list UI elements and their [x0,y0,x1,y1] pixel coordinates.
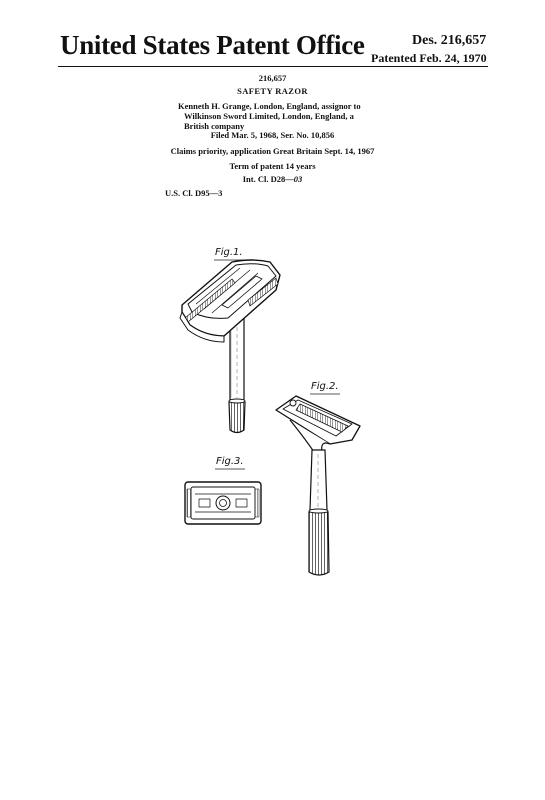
office-title: United States Patent Office [60,30,365,60]
patented-date: Patented Feb. 24, 1970 [371,51,487,65]
patent-number: 216,657 [258,73,287,83]
us-class: U.S. Cl. D95—3 [165,188,223,198]
priority-claim: Claims priority, application Great Britain Sept. 14, 1967 [170,146,375,156]
fig2-label: Fig.2. [311,381,339,392]
int-cl-prefix: Int. Cl. D28— [242,174,294,184]
fig3-head-top-view [185,482,261,524]
filed-line: Filed Mar. 5, 1968, Ser. No. 10,856 [210,130,335,140]
inventor-line: Wilkinson Sword Limited, London, England, a [184,111,354,121]
fig1-label: Fig.1. [215,247,243,258]
design-patent-number: Des. 216,657 [412,33,487,48]
inventor-line: Kenneth H. Grange, London, England, assignor to [178,101,361,111]
int-cl-suffix: 03 [293,174,303,184]
fig2-razor-drawing [276,396,360,575]
fig1-razor-drawing [180,260,280,433]
fig3-label: Fig.3. [216,456,244,467]
patent-term: Term of patent 14 years [229,161,316,171]
inventor-line: British company [184,121,245,131]
invention-title: SAFETY RAZOR [237,86,308,96]
